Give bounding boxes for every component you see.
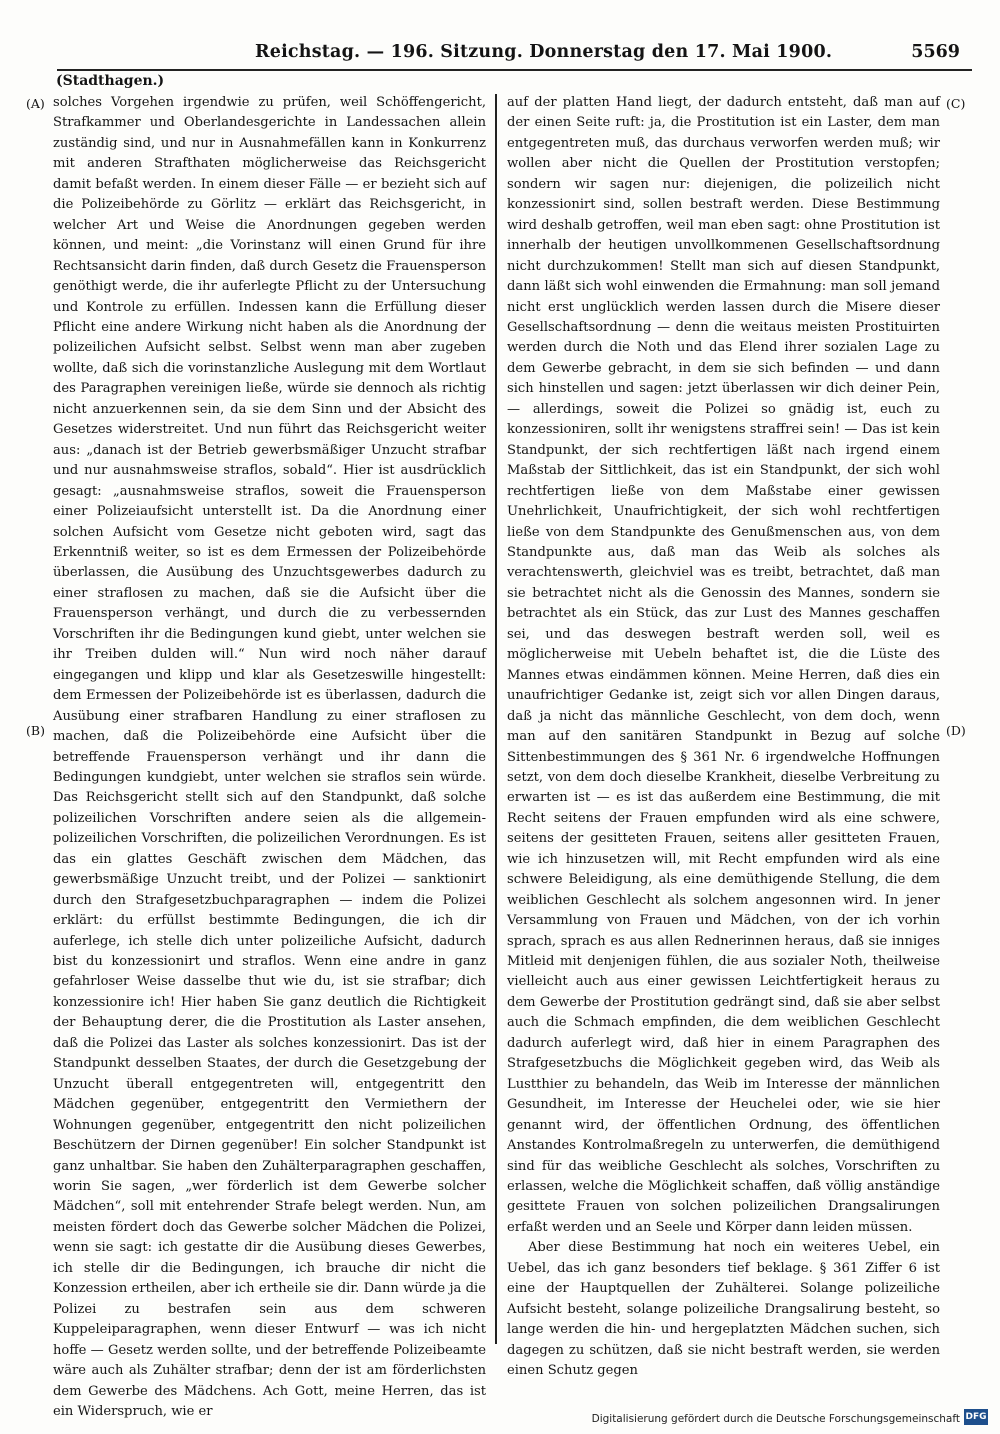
margin-marker-c: (C) [946, 96, 966, 111]
paragraph: Aber diese Bestimmung hat noch ein weiteres Uebel, ein Uebel, das ich ganz besonders tief beklage. § 361 Ziffer 6 ist eine der Hauptquellen der Zuhälterei. Solange polizeiliche Aufsicht besteht, solange polizeiliche Drangsalirung besteht, so lange werden die hin- und hergeplatzten Mädchen suchen, sich dagegen zu schützen, daß sie nicht bestraft werden, sie werden einen Schutz gegen [507, 1240, 940, 1379]
dfg-logo: DFG [964, 1409, 988, 1425]
left-column [53, 93, 486, 1419]
margin-marker-b: (B) [26, 723, 45, 738]
header-rule [57, 69, 972, 71]
margin-marker-d: (D) [946, 723, 966, 738]
paragraph: solches Vorgehen irgendwie zu prüfen, weil Schöffengericht, Strafkammer und Oberlandesgerichte in Landessachen allein zuständig sind, und nur in Ausnahmefällen kann in Konkurrenz mit anderen Strafthaten möglicherweise das Reichsgericht damit befaßt werden. In einem dieser Fälle — er bezieht sich auf die Polizeibehörde zu Görlitz — erklärt das Reichsgericht, in welcher Art und Weise die Anordnungen gegeben werden können, und meint: „die Vorinstanz will einen Grund für ihre Rechtsansicht darin finden, daß durch Gesetz die Frauensperson genöthigt werde, die ihr auferlegte Pflicht zu der Untersuchung und Kontrole zu erfüllen. Indessen kann die Erfüllung dieser Pflicht eine andere Wirkung nicht haben als die Anordnung der polizeilichen Aufsicht selbst. Selbst wenn man aber zugeben wollte, daß sich die vorinstanzliche Auslegung mit dem Wortlaut des Paragraphen vereinigen ließe, würde sie dennoch als richtig nicht anzuerkennen sein, da sie dem Sinn und der Absicht des Gesetzes widerstreitet. Und nun führt das Reichsgericht weiter aus: „danach ist der Betrieb gewerbsmäßiger Unzucht strafbar und nur ausnahmsweise straflos, sobald“. Hier ist ausdrücklich gesagt: „ausnahmsweise straflos, soweit die Frauensperson einer Polizeiaufsicht unterstellt ist. Da die Anordnung einer solchen Aufsicht vom Gesetze nicht geboten wird, sagt das Erkenntniß weiter, so ist es dem Ermessen der Polizeibehörde überlassen, die Ausübung des Unzuchtsgewerbes dadurch zu einer straflosen zu machen, daß sie die Aufsicht über die Frauensperson verhängt, und durch die zu verbessernden Vorschriften ihr die Bedingungen kund giebt, unter welchen sie ihr Treiben dulden will.“ Nun wird noch näher darauf eingegangen und klipp und klar als Gesetzeswille hingestellt: dem Ermessen der Polizeibehörde ist es überlassen, dadurch die Ausübung einer strafbaren Handlung zu einer straflosen zu machen, daß die Polizeibehörde eine Aufsicht über die betreffende Frauensperson verhängt und ihr dann die Bedingungen kundgiebt, unter welchen sie straflos sein würde. Das Reichsgericht stellt sich auf den Standpunkt, daß solche polizeilichen Vorschriften andere seien als die allgemein-polizeilichen Vorschriften, die polizeilichen Verordnungen. Es ist das ein glattes Geschäft zwischen dem Mädchen, das gewerbsmäßige Unzucht treibt, und der Polizei — sanktionirt durch den Strafgesetzbuchparagraphen — indem die Polizei erklärt: du erfüllst bestimmte Bedingungen, die ich dir auferlege, ich stelle dich unter polizeiliche Aufsicht, dadurch bist du konzessionirt und straflos. Wenn eine andre in ganz gefahrloser Weise dasselbe thut wie du, ist sie strafbar; dich konzessionire ich! Hier haben Sie ganz deutlich die Richtigkeit der Behauptung derer, die die Prostitution als Laster ansehen, daß die Polizei das Laster als solches konzessionirt. Das ist der Standpunkt desselben Staates, der durch die Gesetzgebung der Unzucht überall entgegentreten will, entgegentritt den Mädchen gegenüber, entgegentritt den Vermiethern der Wohnungen gegenüber, entgegentritt den nicht polizeilichen Beschützern der Dirnen gegenüber! Ein solcher Standpunkt ist ganz unhaltbar. Sie haben den Zuhälterparagraphen geschaffen, worin Sie sagen, „wer förderlich ist dem Gewerbe solcher Mädchen“, soll mit entehrender Strafe belegt werden. Nun, am meisten fördert doch das Gewerbe solcher Mädchen die Polizei, wenn sie sagt: ich gestatte dir die Ausübung dieses Gewerbes, ich stelle dir die Bedingungen, ich brauche dir nicht die Konzession ertheilen, aber ich ertheile sie dir. Dann würde ja die Polizei zu bestrafen sein aus dem schweren Kuppeleiparagraphen, wenn dieser Entwurf — was ich nicht hoffe — Gesetz werden sollte, und der betreffende Polizeibeamte wäre auch als Zuhälter strafbar; denn der ist am förderlichsten dem Gewerbe des Mädchens. Ach Gott, meine Herren, das ist ein Widerspruch, wie er [53, 95, 486, 1419]
running-title: Reichstag. — 196. Sitzung. Donnerstag den 17. Mai 1900. [255, 42, 833, 62]
page-number: 5569 [911, 42, 960, 62]
speaker-name: (Stadthagen.) [56, 73, 165, 89]
page-header [60, 42, 960, 70]
margin-marker-a: (A) [26, 96, 45, 111]
right-column [507, 93, 940, 1379]
column-divider [495, 94, 497, 1344]
paragraph: auf der platten Hand liegt, der dadurch entsteht, daß man auf der einen Seite ruft: ja, die Prostitution ist ein Laster, dem man entgegentreten muß, das durchaus verworfen werden muß; wir wollen aber nicht die Quellen der Prostitution verstopfen; sondern wir sagen nur: diejenigen, die polizeilich nicht konzessionirt sind, sollen bestraft werden. Diese Bestimmung wird deshalb getroffen, weil man eben sagt: ohne Prostitution ist innerhalb der heutigen unvollkommenen Gesellschaftsordnung nicht durchzukommen! Stellt man sich auf diesen Standpunkt, dann läßt sich wohl einwenden die Ermahnung: man soll jemand nicht erst unglücklich werden lassen durch die Misere dieser Gesellschaftsordnung — denn die weitaus meisten Prostituirten werden durch die Noth und das Elend ihrer sozialen Lage zu dem Gewerbe gebracht, in dem sie sich befinden — und dann sich hinstellen und sagen: jetzt überlassen wir dich deiner Pein, — allerdings, soweit die Polizei so gnädig ist, euch zu konzessioniren, sollt ihr wenigstens straffrei sein! — Das ist kein Standpunkt, der sich rechtfertigen läßt nach irgend einem Maßstab der Sittlichkeit, das ist ein Standpunkt, der sich wohl rechtfertigen ließe von dem Maßstabe einer gewissen Unehrlichkeit, Unaufrichtigkeit, der sich wohl rechtfertigen ließe von dem Standpunkte des Genußmenschen aus, von dem Standpunkte aus, daß man das Weib als solches als verachtenswerth, gleichviel was es treibt, betrachtet, daß man sie betrachtet nicht als die Genossin des Mannes, sondern sie betrachtet als ein Stück, das zur Lust des Mannes geschaffen sei, und das deswegen bestraft werden soll, weil es möglicherweise mit Uebeln behaftet ist, die die Lüste des Mannes etwas eindämmen können. Meine Herren, daß dies ein unaufrichtiger Gedanke ist, zeigt sich vor allen Dingen daraus, daß ja nicht das männliche Geschlecht, von dem doch, wenn man auf den sanitären Standpunkt in Bezug auf solche Sittenbestimmungen des § 361 Nr. 6 irgendwelche Hoffnungen setzt, von dem doch dieselbe Krankheit, dieselbe Verbreitung zu erwarten ist — es ist das außerdem eine Bestimmung, die mit Recht seitens der Frauen empfunden wird als eine schwere, seitens der gesitteten Frauen, seitens aller gesitteten Frauen, wie ich hinzusetzen will, mit Recht empfunden wird als eine schwere Beleidigung, als eine demüthigende Stellung, die dem weiblichen Geschlecht als solchem angesonnen wird. In jener Versammlung von Frauen und Mädchen, von der ich vorhin sprach, sprach es aus allen Rednerinnen heraus, daß sie inniges Mitleid mit denjenigen fühlen, die aus sozialer Noth, theilweise vielleicht auch aus einer gewissen Leichtfertigkeit heraus zu dem Gewerbe der Prostitution gedrängt sind, daß sie aber selbst auch die Schmach empfinden, die dem weiblichen Geschlecht dadurch auferlegt wird, daß hier in einem Paragraphen des Strafgesetzbuchs die Möglichkeit gegeben wird, das Weib als Lustthier zu behandeln, das Weib im Interesse der männlichen Gesundheit, im Interesse der Heuchelei oder, wie sie hier genannt wird, der öffentlichen Ordnung, des öffentlichen Anstandes Kontrolmaßregeln zu unterwerfen, die demüthigend sind für das weibliche Geschlecht als solches, Vorschriften zu erlassen, welche die Möglichkeit schaffen, daß völlig anständige gesittete Frauen von solchen polizeilichen Drangsalirungen erfaßt werden und an Seele und Körper dann leiden müssen. [507, 95, 940, 1235]
footer-credit: Digitalisierung gefördert durch die Deutsche Forschungsgemeinschaft [591, 1413, 960, 1425]
